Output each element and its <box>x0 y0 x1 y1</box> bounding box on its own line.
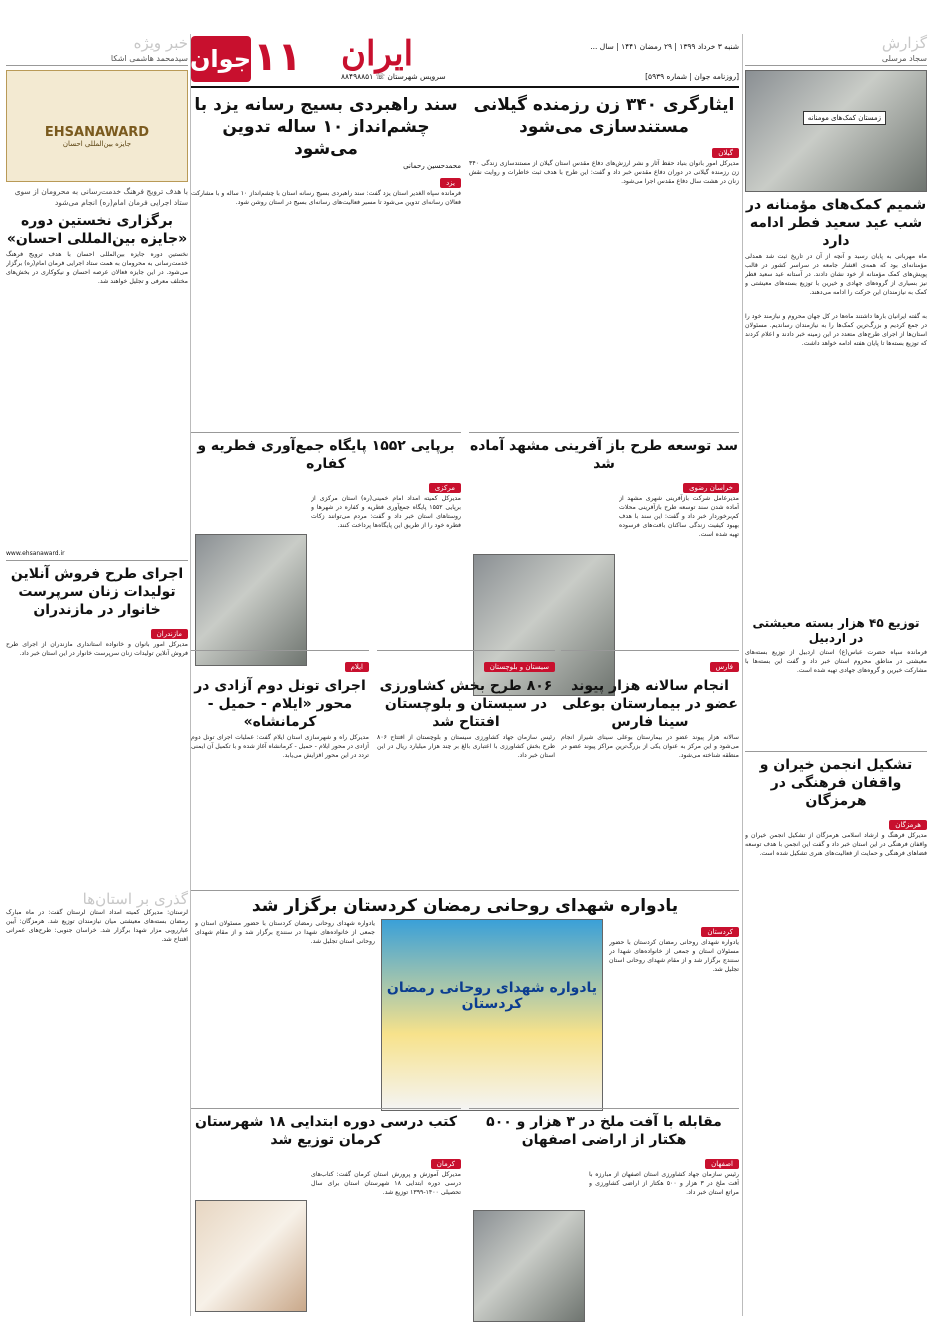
headline: یادواره شهدای روحانی رمضان کردستان برگزار شد <box>251 896 679 916</box>
ehsan-award-ad <box>6 70 188 182</box>
article-body: فرمانده سپاه الغدیر استان یزد گفت: سند راهبردی بسیج رسانه استان با چشم‌انداز ۱۰ ساله و با مشارکت فعالان رسانه‌ای تدوین می‌شود تا مسیر فعالیت‌های رسانه‌ای بسیج در استان روشن شود. <box>191 190 461 206</box>
ad-title-fa: جایزه بین‌المللی احسان <box>62 140 132 148</box>
photo-textbooks <box>195 1200 307 1312</box>
article-body: مدیرکل امور بانوان و خانواده استانداری مازندران از اجرای طرح فروش آنلاین تولیدات زنان سرپرست خانوار در این استان خبر داد. <box>6 641 188 657</box>
headline: سد توسعه طرح باز آفرینی مشهد آماده شد <box>469 438 739 472</box>
divider <box>6 560 188 561</box>
phone-icon: ☏ <box>375 72 386 81</box>
logo-iran: ایران <box>341 34 414 74</box>
poster-image <box>381 919 603 1111</box>
headline: مقابله با آفت ملخ در ۳ هزار و ۵۰۰ هکتار از اراضی اصفهان <box>486 1114 722 1148</box>
province-tag: کرمان <box>431 1159 461 1169</box>
article-body: نخستین دوره جایزه بین‌المللی احسان با هدف ترویج فرهنگ خدمت‌رسانی به محرومان به همت ستاد اجرایی فرمان امام(ره) برگزار می‌شود. در این جایزه فعالان عرصه احسان و نیکوکاری در بخش‌های مختلف معرفی و تجلیل خواهند شد. <box>6 251 188 285</box>
left-column <box>6 34 188 1316</box>
author: محمدحسین رحمانی <box>403 162 461 170</box>
subheading: توزیع ۴۵ هزار بسته معیشتی در اردبیل <box>752 616 920 645</box>
issue-number-logo: ۱۱ <box>253 34 302 80</box>
poster-title: یادواره شهدای روحانی رمضان کردستان <box>386 980 598 1012</box>
section-title: گزارش <box>881 34 927 52</box>
article-body: ماه مهربانی به پایان رسید و آنچه از آن در تاریخ ثبت شد همدلی مؤمنانه‌ای بود که همه‌ی اقشار جامعه در سراسر کشور در قالب پویش‌های کمک مؤمنانه از خود نشان دادند. در آستانه عید سعید فطر نیز بسیاری از گروه‌های جهادی و خیرین با توزیع بسته‌های معیشتی و کمک به نیازمندان این حرکت را ادامه می‌دهند. <box>745 253 927 296</box>
divider <box>745 751 927 752</box>
phone-number: ۸۸۴۹۸۸۵۱ <box>341 72 374 81</box>
article-body: مدیرکل فرهنگ و ارشاد اسلامی هرمزگان از تشکیل انجمن خیران و واقفان فرهنگی در این استان خبر داد و گفت این انجمن با هدف توسعه فضاهای فرهنگی و حمایت از فعالیت‌های هنری تشکیل شده است. <box>745 832 927 857</box>
logo-javan: جوان <box>191 36 251 82</box>
province-tag: گیلان <box>712 148 739 158</box>
headline: اجرای طرح فروش آنلاین تولیدات زنان سرپرست خانوار در مازندران <box>10 566 184 618</box>
headline: برگزاری نخستین دوره «جایزه بین‌المللی احسان» <box>6 213 188 247</box>
lead: با هدف ترویج فرهنگ خدمت‌رسانی به محرومان از سوی ستاد اجرایی فرمان امام(ره) انجام می‌شود <box>14 187 188 207</box>
headline: سند راهبردی بسیج رسانه یزد با چشم‌انداز ۱۰ ساله تدوین می‌شود <box>194 95 458 159</box>
article-body: مدیرکل آموزش و پرورش استان کرمان گفت: کتاب‌های درسی دوره ابتدایی ۱۸ شهرستان استان برای سال تحصیلی ۱۴۰۰-۱۳۹۹ توزیع شد. <box>311 1171 461 1196</box>
ad-site: www.ehsanaward.ir <box>6 550 65 557</box>
article-ilam <box>191 650 369 903</box>
province-tag: سیستان و بلوچستان <box>484 662 555 672</box>
province-tag: مرکزی <box>429 483 461 493</box>
province-tag: کردستان <box>701 927 739 937</box>
headline: ایثارگری ۳۴۰ زن رزمنده گیلانی مستندسازی می‌شود <box>473 95 735 137</box>
province-tag: مازندران <box>151 629 188 639</box>
article-gilan <box>469 90 739 389</box>
column-divider <box>742 34 743 1316</box>
headline: تشکیل انجمن خیران و واقفان فرهنگی در هرمزگان <box>759 757 913 809</box>
headline: انجام سالانه هزار پیوند عضو در بیمارستان بوعلی سینا فارس <box>562 678 738 730</box>
headline: شمیم کمک‌های مؤمنانه در شب عید سعید فطر ادامه دارد <box>745 197 927 249</box>
dateline: شنبه ۳ خرداد ۱۳۹۹ | ۲۹ رمضان ۱۴۴۱ | سال ... <box>590 42 739 51</box>
article-body: فرمانده سپاه حضرت عباس(ع) استان اردبیل از توزیع بسته‌های معیشتی در مناطق محروم استان خبر داد و گفت این بسته‌ها با مشارکت خیرین و گروه‌های جهادی تهیه شده است. <box>745 649 927 674</box>
section-title: گذری بر استان‌ها <box>82 890 188 908</box>
article-body: مدیرعامل شرکت بازآفرینی شهری مشهد از آماده شدن سند توسعه طرح بازآفرینی محلات کم‌برخوردار خبر داد و گفت: این سند با هدف بهبود کیفیت زندگی ساکنان بافت‌های فرسوده تهیه شده است. <box>619 495 739 538</box>
headline: کتب درسی دوره ابتدایی ۱۸ شهرستان کرمان توزیع شد <box>194 1114 457 1148</box>
province-tag: فارس <box>710 662 739 672</box>
article-body: رئیس سازمان جهاد کشاورزی سیستان و بلوچستان از افتتاح ۸۰۶ طرح بخش کشاورزی با اعتباری بالغ بر چند هزار میلیارد ریال در این استان خبر داد. <box>377 734 555 759</box>
province-tag: هرمزگان <box>889 820 927 830</box>
article-fars <box>561 650 739 903</box>
article-kurdistan <box>191 890 739 1111</box>
service-line <box>341 72 446 81</box>
headline: برپایی ۱۵۵۲ پایگاه جمع‌آوری فطریه و کفاره <box>197 438 455 472</box>
article-sistan <box>377 650 555 903</box>
photo-locust <box>473 1210 585 1322</box>
article-body: مدیرکل امور بانوان بنیاد حفظ آثار و نشر ارزش‌های دفاع مقدس استان گیلان از مستندسازی زندگی ۳۴۰ زن رزمنده گیلانی در دوران دفاع مقدس خبر داد و گفت: این طرح با هدف ثبت خاطرات و روایت نقش زنان در هشت سال دفاع مقدس اجرا می‌شود. <box>469 160 739 185</box>
article-isfahan <box>469 1108 739 1340</box>
province-tag: ایلام <box>345 662 369 672</box>
headline: ۸۰۶ طرح بخش کشاورزی در سیستان و بلوچستان افتتاح شد <box>379 678 553 730</box>
middle-section <box>191 90 739 1316</box>
article-body: مدیرکل راه و شهرسازی استان ایلام گفت: عملیات اجرای تونل دوم آزادی در محور ایلام - حمیل - کرمانشاه آغاز شده و با تکمیل آن ایمنی تردد در این محور افزایش می‌یابد. <box>191 734 369 759</box>
author: سجاد مرسلی <box>745 54 927 66</box>
issue-line: [روزنامه جوان | شماره ۵۹۳۹] <box>645 72 739 81</box>
author: سیدمحمد هاشمی اشکا <box>6 54 188 66</box>
article-body: مدیرکل کمیته امداد امام خمینی(ره) استان مرکزی از برپایی ۱۵۵۲ پایگاه جمع‌آوری فطریه و کفاره در شهرها و روستاهای استان خبر داد و گفت: مردم می‌توانند زکات فطره خود را از طریق این پایگاه‌ها پرداخت کنند. <box>311 495 461 529</box>
province-tag: یزد <box>440 178 461 188</box>
section-title: خبر ویژه <box>133 34 188 52</box>
article-body: سالانه هزار پیوند عضو در بیمارستان بوعلی سینای شیراز انجام می‌شود و این مرکز به عنوان یکی از بزرگ‌ترین مراکز پیوند عضو در منطقه شناخته می‌شود. <box>561 734 739 759</box>
headline: اجرای تونل دوم آزادی در محور «ایلام - حمیل - کرمانشاه» <box>194 678 366 730</box>
article-body-cont: یادواره شهدای روحانی رمضان کردستان با حضور مسئولان استان و جمعی از خانواده‌های شهدا در سنندج برگزار شد و از مقام شهدای روحانی استان تجلیل شد. <box>195 920 375 945</box>
article-yazd <box>191 90 461 409</box>
photo-collection-booth <box>195 534 307 666</box>
ad-title-en: EHSANAWARD <box>44 125 150 140</box>
masthead <box>191 34 739 88</box>
article-body: لرستان: مدیرکل کمیته امداد استان لرستان گفت: در ماه مبارک رمضان بسته‌های معیشتی میان نیازمندان توزیع شد. هرمزگان: آیین غبارروبی مزار شهدا برگزار شد. خراسان جنوبی: طرح‌های عمرانی افتتاح شد. <box>6 909 188 943</box>
right-column <box>745 34 927 1316</box>
province-tag: اصفهان <box>705 1159 739 1169</box>
article-body: یادواره شهدای روحانی رمضان کردستان با حضور مسئولان استان و جمعی از خانواده‌های شهدا در سنندج برگزار شد و از مقام شهدای روحانی استان تجلیل شد. <box>609 939 739 973</box>
photo-caption: زمستان کمک‌های مومنانه <box>803 111 886 125</box>
article-body: به گفته ایرانیان بارها داشتند ماه‌ها در کل جهان محروم و نیازمند خود را در جمع کردیم و بزرگ‌ترین کمک‌ها را به نیازمندان رساندیم. مسئولان استان‌ها از اجرای طرح‌های متعدد در این زمینه خبر دادند و اعلام کردند که توزیع بسته‌ها تا پایان هفته ادامه خواهد داشت. <box>745 313 927 347</box>
service-name: سرویس شهرستان <box>387 72 446 81</box>
article-body: رئیس سازمان جهاد کشاورزی استان اصفهان از مبارزه با آفت ملخ در ۳ هزار و ۵۰۰ هکتار از اراضی کشاورزی و مراتع استان خبر داد. <box>589 1171 739 1196</box>
article-kerman <box>191 1108 461 1340</box>
photo-truck <box>745 70 927 192</box>
province-tag: خراسان رضوی <box>683 483 739 493</box>
